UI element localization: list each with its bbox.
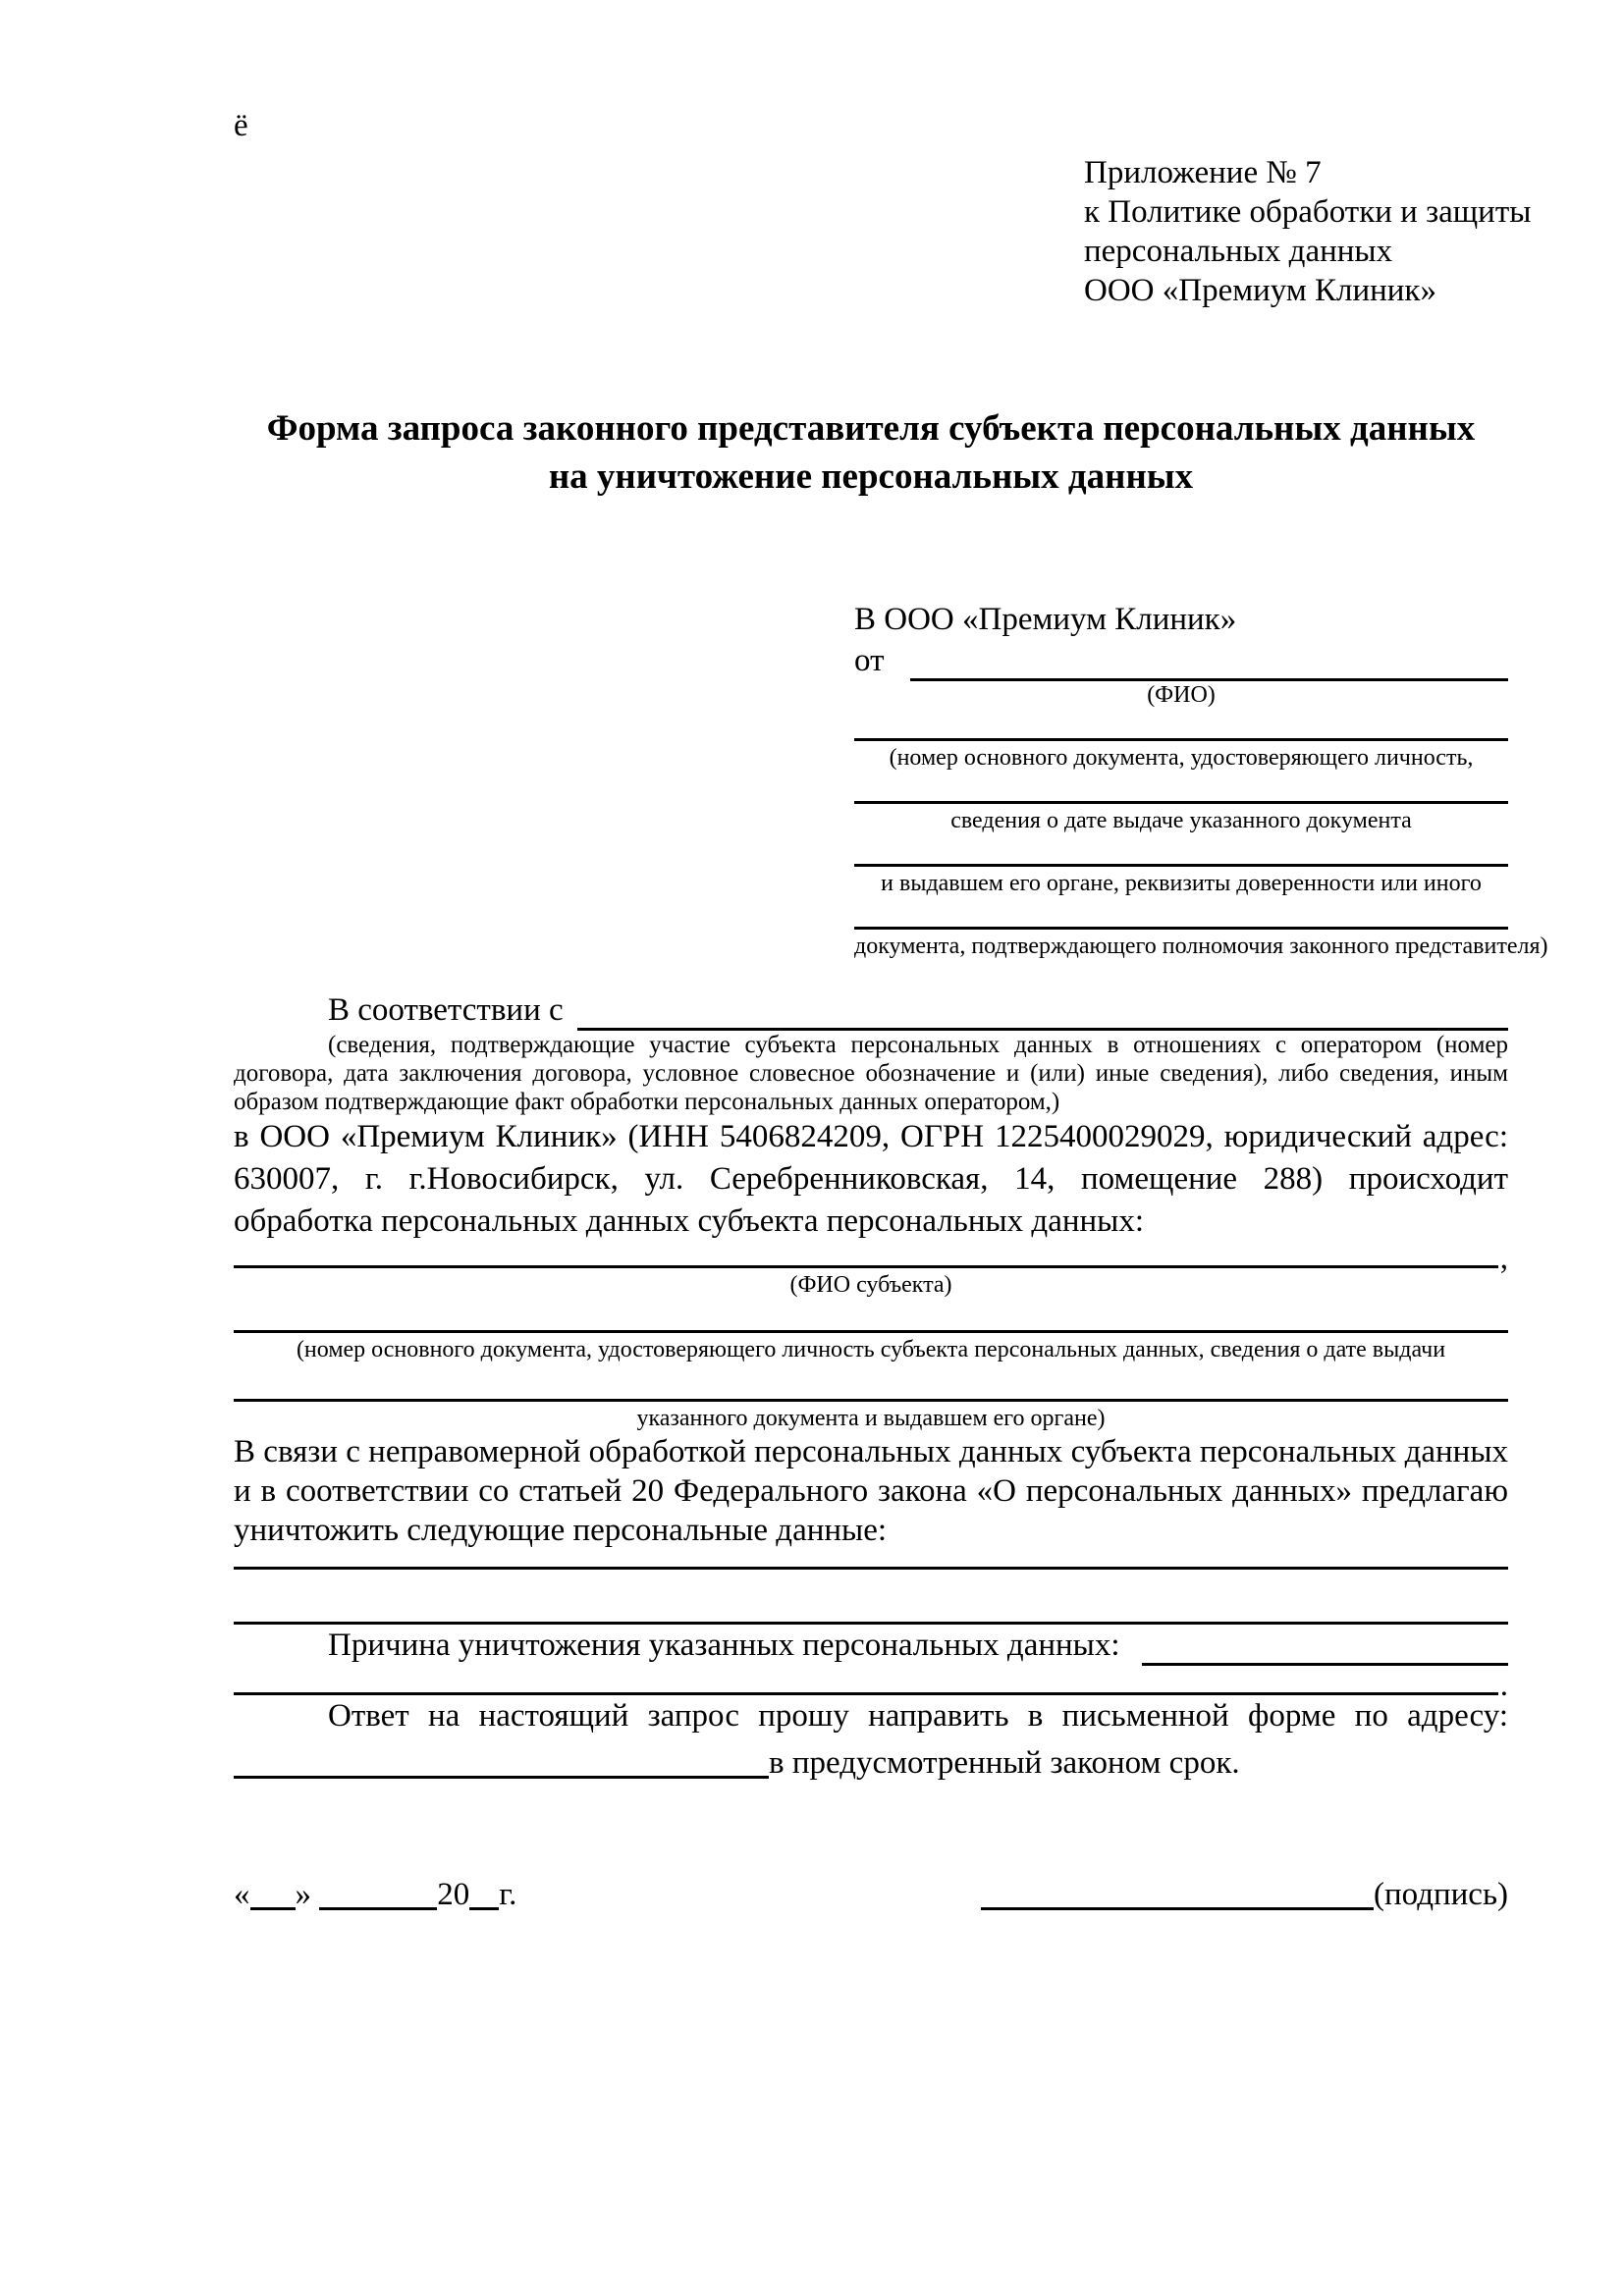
form-title	[234, 404, 1508, 501]
address-fill-line	[234, 1776, 769, 1779]
subject-doc-caption-1: (номер основного документа, удостоверяющего личность субъекта персональных данных, сведения о дате выдачи	[296, 1337, 1446, 1362]
quote-open: «	[234, 1877, 250, 1912]
subject-doc-caption-2: указанного документа и выдавшем его органе)	[636, 1406, 1106, 1431]
signature-date-row	[234, 1874, 1508, 1915]
day-fill-line	[250, 1907, 296, 1910]
accordance-note: (сведения, подтверждающие участие субъекта персональных данных в отношениях с оператором (номер договора, дата заключения договора, условное словесное обозначение и (или) иные сведения), либо сведения, иным образом подтверждающие факт обработки персональных данных оператором,)	[234, 1032, 1508, 1115]
signature-group	[981, 1874, 1508, 1915]
representative-doc-fill-line-3	[854, 864, 1508, 867]
data-to-destroy-fill-line-1	[234, 1567, 1508, 1570]
date-group	[234, 1874, 516, 1915]
representative-doc-caption-3: и выдавшем его органе, реквизиты доверенности или иного	[881, 871, 1482, 896]
fio-caption: (ФИО)	[1147, 682, 1216, 708]
reason-fill-line	[1142, 1663, 1508, 1666]
stray-character: ё	[234, 108, 248, 143]
accordance-row	[234, 989, 1508, 1031]
reply-tail-row	[234, 1742, 1508, 1784]
from-row	[854, 640, 1508, 681]
unlawful-paragraph: В связи с неправомерной обработкой персональных данных субъекта персональных данных и в соответствии со статьей 20 Федерального закона «О персональных данных» предлагаю уничтожить следующие персональные данные:	[234, 1434, 1508, 1548]
subject-fio-fill-line	[234, 1265, 1498, 1268]
year-suffix: г.	[499, 1877, 517, 1912]
appendix-line: ООО «Премиум Клиник»	[1084, 273, 1436, 308]
addressee-block	[854, 599, 1548, 960]
reply-paragraph: Ответ на настоящий запрос прошу направить в письменной форме по адресу:	[328, 1698, 1508, 1734]
appendix-line: к Политике обработки и защиты	[1084, 194, 1532, 230]
form-title-line-2: на уничтожение персональных данных	[548, 456, 1194, 497]
accordance-label: В соответствии с	[328, 992, 564, 1028]
subject-fio-row	[234, 1241, 1508, 1276]
appendix-line: Приложение № 7	[1084, 155, 1322, 190]
form-title-line-1: Форма запроса законного представителя субъекта персональных данных	[266, 408, 1476, 449]
representative-doc-caption-1: (номер основного документа, удостоверяющего личность,	[889, 745, 1474, 771]
appendix-line: персональных данных	[1084, 234, 1393, 269]
trailing-period: .	[1499, 1668, 1508, 1703]
representative-doc-caption-4: документа, подтверждающего полномочия законного представителя)	[854, 934, 1548, 959]
year-fill-line	[469, 1907, 499, 1910]
signature-caption: (подпись)	[1374, 1877, 1508, 1912]
reason-label: Причина уничтожения указанных персональных данных:	[328, 1628, 1120, 1663]
year-prefix: 20	[437, 1877, 470, 1912]
representative-doc-caption-2: сведения о дате выдаче указанного документа	[950, 808, 1412, 833]
from-label: от	[854, 643, 885, 678]
representative-doc-fill-line-2	[854, 801, 1508, 804]
representative-doc-fill-line-4	[854, 927, 1508, 930]
operator-paragraph: в ООО «Премиум Клиник» (ИНН 5406824209, ОГРН 1225400029029, юридический адрес: 630007, г. г.Новосибирск, ул. Серебренниковская, 14, помещение 288) происходит обработка персональных данных субъекта персональных данных:	[234, 1119, 1508, 1239]
reason-row	[234, 1625, 1508, 1666]
reply-tail-text: в предусмотренный законом срок.	[769, 1745, 1240, 1781]
subject-doc-fill-line-2	[234, 1399, 1508, 1402]
signature-fill-line	[981, 1907, 1374, 1910]
representative-doc-fill-line-1	[854, 738, 1508, 741]
subject-doc-fill-line-1	[234, 1330, 1508, 1333]
subject-fio-caption: (ФИО субъекта)	[789, 1272, 952, 1298]
reason-fill-row-2	[234, 1668, 1508, 1703]
addressee-organization: В ООО «Премиум Клиник»	[854, 602, 1237, 637]
month-fill-line	[319, 1907, 437, 1910]
quote-close: »	[295, 1877, 311, 1912]
appendix-header	[1084, 153, 1532, 310]
trailing-comma: ,	[1499, 1241, 1508, 1276]
